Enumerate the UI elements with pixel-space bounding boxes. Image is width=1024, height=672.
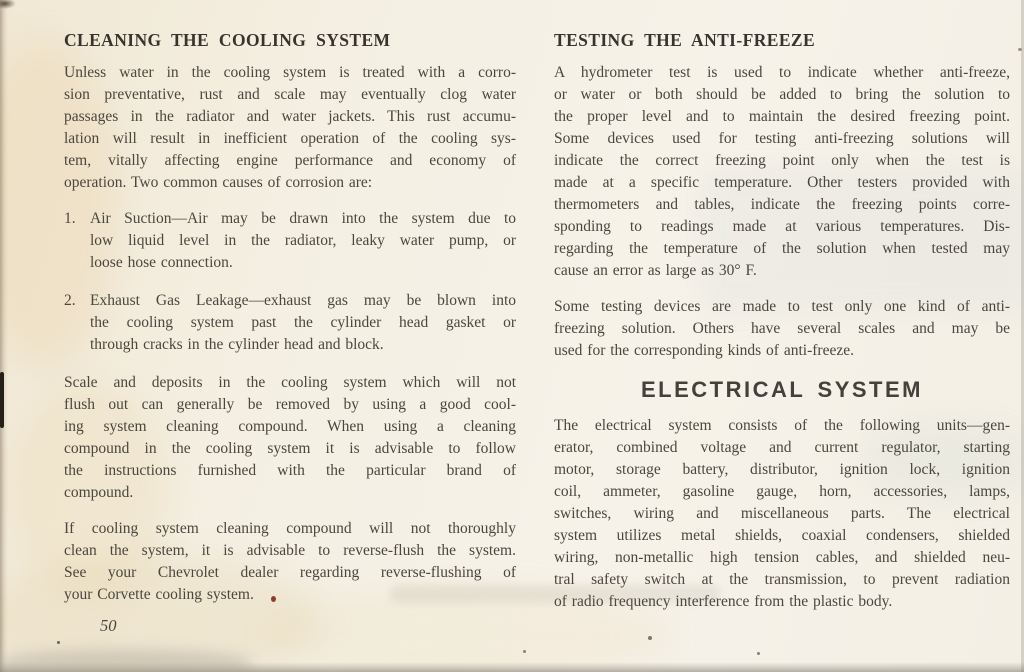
text-line: sponding to readings made at various temperatures. Dis- — [554, 218, 1010, 235]
right-column — [554, 30, 1010, 627]
text-line: Scale and deposits in the cooling system which will not — [64, 374, 516, 391]
book-spine-edge — [0, 0, 8, 672]
text-line: made at a specific temperature. Other testers provided with — [554, 174, 1010, 191]
text-line: thermometers and tables, indicate the freezing points corre- — [554, 196, 1010, 213]
dust-speck — [648, 636, 652, 640]
paragraph — [554, 296, 1010, 362]
text-lines — [90, 208, 516, 274]
dust-speck — [757, 652, 760, 655]
spine-dark-mark — [0, 372, 4, 428]
text-line: switches, wiring and miscellaneous parts. The electrical — [554, 505, 1010, 522]
text-line: indicate the correct freezing point only when the test is — [554, 152, 1010, 169]
text-line: through cracks in the cylinder head and block. — [90, 336, 384, 353]
text-line: erator, combined voltage and current regulator, starting — [554, 439, 1010, 456]
text-line: A hydrometer test is used to indicate whether anti-freeze, — [554, 64, 1010, 81]
text-line: cause an error as large as 30° F. — [554, 262, 757, 279]
text-line: If cooling system cleaning compound will not thoroughly — [64, 520, 516, 537]
text-line: loose hose connection. — [90, 254, 233, 271]
corner-fleck — [0, 0, 16, 9]
text-line: Some devices used for testing anti-freezing solutions will — [554, 130, 1010, 147]
text-line: wiring, non-metallic high tension cables, and shielded neu- — [554, 549, 1010, 566]
text-line: See your Chevrolet dealer regarding reverse-flushing of — [64, 564, 516, 581]
text-line: passages in the radiator and water jackets. This rust accumu- — [64, 108, 516, 125]
text-line: low liquid level in the radiator, leaky water pump, or — [90, 232, 516, 249]
text-line: the proper level and to maintain the desired freezing point. — [554, 108, 1010, 125]
paragraph — [554, 415, 1010, 613]
text-line: operation. Two common causes of corrosion are: — [64, 174, 373, 191]
text-line: tral safety switch at the transmission, to prevent radiation — [554, 571, 1010, 588]
text-line: freezing solution. Others have several scales and may be — [554, 320, 1010, 337]
text-line: lation will result in inefficient operation of the cooling sys- — [64, 130, 516, 147]
page-bottom-corner-shadow — [0, 650, 250, 672]
text-line: compound. — [64, 484, 134, 501]
text-line: coil, ammeter, gasoline gauge, horn, accessories, lamps, — [554, 483, 1010, 500]
text-lines — [64, 518, 516, 606]
text-line: or water or both should be added to bring the solution to — [554, 86, 1010, 103]
list-item — [64, 208, 516, 274]
section-heading: TESTING THE ANTI-FREEZE — [554, 30, 816, 50]
text-line: flush out can generally be removed by using a good cool- — [64, 396, 516, 413]
list-number: 2. — [64, 292, 76, 309]
text-lines — [554, 62, 1010, 282]
text-lines — [554, 415, 1010, 613]
paragraph — [64, 62, 516, 194]
text-line: The electrical system consists of the following units—gen- — [554, 417, 1010, 434]
text-line: the instructions furnished with the particular brand of — [64, 462, 516, 479]
text-line: used for the corresponding kinds of anti-freeze. — [554, 342, 854, 359]
text-lines — [554, 296, 1010, 362]
text-line: Air Suction—Air may be drawn into the system due to — [90, 210, 516, 227]
text-line: Some testing devices are made to test only one kind of anti- — [554, 298, 1010, 315]
text-line: system utilizes metal shields, coaxial condensers, shielded — [554, 527, 1010, 544]
text-lines — [64, 372, 516, 504]
text-line: compound in the cooling system it is advisable to follow — [64, 440, 516, 457]
text-line: Unless water in the cooling system is treated with a corro- — [64, 64, 516, 81]
page-number: 50 — [100, 616, 117, 635]
paragraph — [554, 62, 1010, 282]
paragraph — [64, 372, 516, 504]
text-lines — [90, 290, 516, 356]
list-item — [64, 290, 516, 356]
text-line: of radio frequency interference from the plastic body. — [554, 593, 893, 610]
text-line: Exhaust Gas Leakage—exhaust gas may be blown into — [90, 292, 516, 309]
left-column — [64, 30, 516, 620]
text-line: sion preventative, rust and scale may eventually clog water — [64, 86, 516, 103]
dust-speck — [57, 641, 60, 644]
section-heading: CLEANING THE COOLING SYSTEM — [64, 30, 391, 50]
section-heading-sans: ELECTRICAL SYSTEM — [640, 376, 923, 403]
text-line: the cooling system past the cylinder head gasket or — [90, 314, 516, 331]
text-line: tem, vitally affecting engine performance and economy of — [64, 152, 516, 169]
text-lines — [64, 62, 516, 194]
paragraph — [64, 518, 516, 606]
text-line: your Corvette cooling system. — [64, 586, 254, 603]
text-line: regarding the temperature of the solution when tested may — [554, 240, 1010, 257]
dust-speck — [523, 650, 526, 653]
text-line: clean the system, it is advisable to reverse-flush the system. — [64, 542, 516, 559]
text-line: motor, storage battery, distributor, ignition lock, ignition — [554, 461, 1010, 478]
text-line: ing system cleaning compound. When using a cleaning — [64, 418, 516, 435]
list-number: 1. — [64, 210, 76, 227]
